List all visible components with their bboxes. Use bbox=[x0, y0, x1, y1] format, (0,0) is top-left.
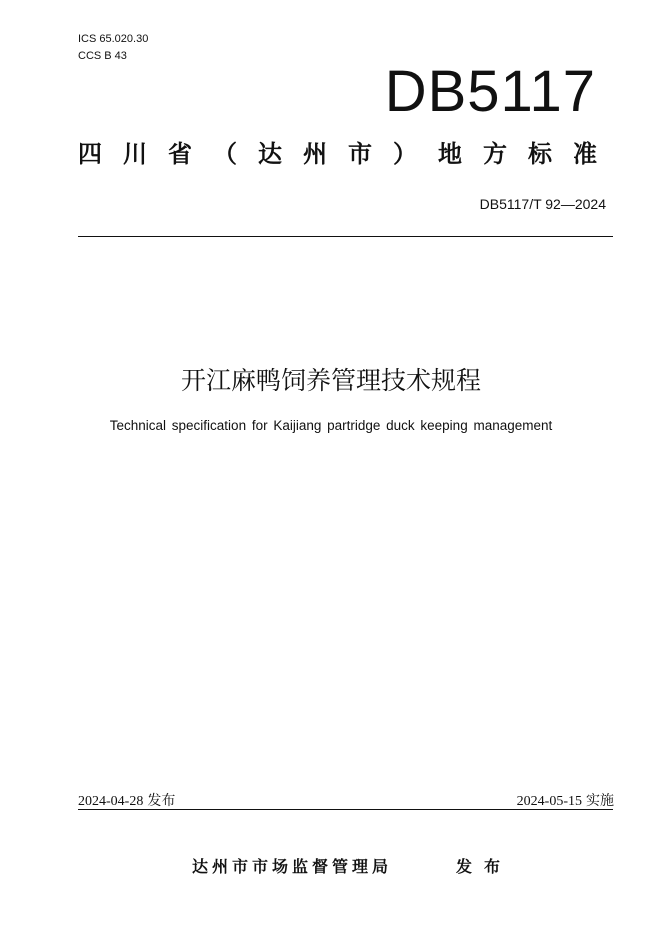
document-title-chinese: 开江麻鸭饲养管理技术规程 bbox=[180, 366, 481, 395]
ics-code: ICS 65.020.30 bbox=[78, 33, 149, 45]
top-divider bbox=[78, 236, 613, 237]
document-title-english: Technical specification for Kaijiang partridge duck keeping management bbox=[109, 418, 553, 433]
issue-label: 发布 bbox=[147, 793, 176, 809]
local-standard-title: 四川省（达州市）地方标准 bbox=[78, 140, 618, 168]
issuing-authority: 达州市市场监督管理局 bbox=[192, 857, 393, 876]
standard-number: DB5117/T 92—2024 bbox=[479, 196, 606, 212]
ccs-code: CCS B 43 bbox=[78, 50, 127, 62]
bottom-divider bbox=[78, 809, 613, 810]
db-code-heading: DB5117 bbox=[384, 59, 596, 124]
implementation-label: 实施 bbox=[586, 793, 614, 809]
issue-date: 2024-04-28 bbox=[78, 794, 144, 809]
implementation-date: 2024-05-15 bbox=[516, 794, 582, 809]
issued-label: 发布 bbox=[456, 857, 513, 876]
